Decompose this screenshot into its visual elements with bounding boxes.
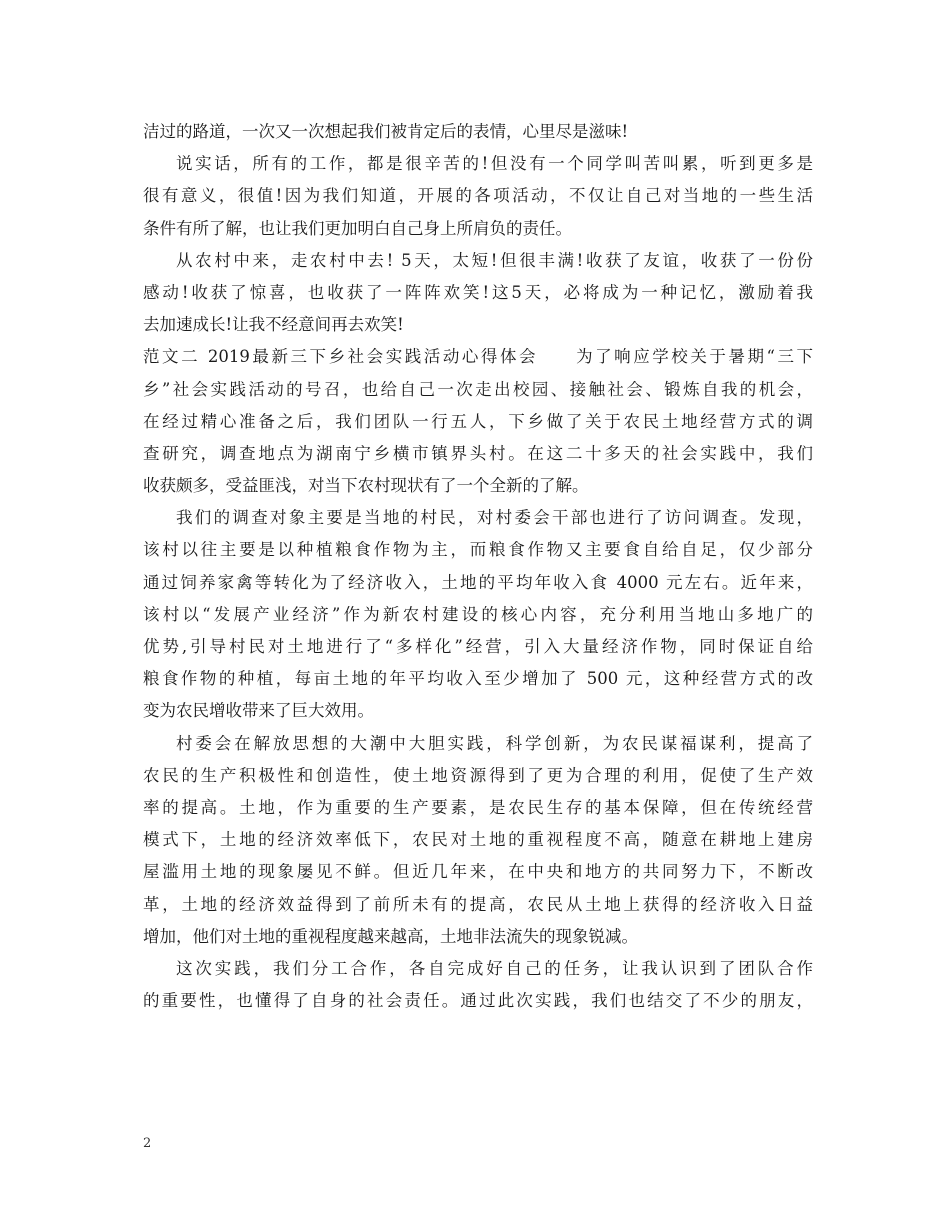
text-line: 洁过的路道，一次又一次想起我们被肯定后的表情，心里尽是滋味!: [143, 122, 629, 141]
text-line: 很有意义，很值!因为我们知道，开展的各项活动，不仅让自己对当地的一些生活: [143, 186, 813, 206]
text-line: 的重要性，也懂得了自身的社会责任。通过此次实践，我们也结交了不少的朋友，: [143, 991, 813, 1011]
text-line: 优势,引导村民对土地进行了“多样化”经营，引入大量经济作物，同时保证自给: [143, 637, 813, 656]
text-line: 条件有所了解，也让我们更加明白自己身上所肩负的责任。: [143, 218, 572, 238]
text-line: 收获颇多，受益匪浅，对当下农村现状有了一个全新的了解。: [143, 476, 589, 496]
text-line: 革，土地的经济效益得到了前所未有的提高，农民从土地上获得的经济收入日益: [143, 894, 813, 914]
body-text: [143, 116, 813, 1017]
text-line: 该村以往主要是以种植粮食作物为主，而粮食作物又主要食自给自足，仅少部分: [143, 540, 813, 560]
text-line: 增加，他们对土地的重视程度越来越高，土地非法流失的现象锐减。: [143, 926, 638, 946]
text-line: 率的提高。土地，作为重要的生产要素，是农民生存的基本保障，但在传统经营: [143, 797, 813, 817]
text-line: 去加速成长!让我不经意间再去欢笑!: [143, 315, 404, 335]
text-line: 乡”社会实践活动的号召，也给自己一次走出校园、接触社会、锻炼自我的机会，: [143, 379, 813, 399]
text-line: 我们的调查对象主要是当地的村民，对村委会干部也进行了访问调查。发现，: [176, 508, 813, 528]
page-number: 2: [143, 1136, 152, 1151]
text-line: 模式下，土地的经济效率低下，农民对土地的重视程度不高，随意在耕地上建房: [143, 830, 813, 850]
text-line: 粮食作物的种植，每亩土地的年平均收入至少增加了 500 元，这种经营方式的改: [143, 669, 813, 689]
text-line: 说实话，所有的工作，都是很辛苦的!但没有一个同学叫苦叫累，听到更多是: [176, 154, 813, 174]
text-line: 范文二 2019最新三下乡社会实践活动心得体会 为了响应学校关于暑期“三下: [143, 347, 813, 367]
text-line: 查研究，调查地点为湖南宁乡横市镇界头村。在这二十多天的社会实践中，我们: [143, 443, 813, 463]
text-line: 在经过精心准备之后，我们团队一行五人，下乡做了关于农民土地经营方式的调: [143, 411, 813, 431]
text-line: 农民的生产积极性和创造性，使土地资源得到了更为合理的利用，促使了生产效: [143, 765, 813, 785]
text-line: 通过饲养家禽等转化为了经济收入，土地的平均年收入食 4000 元左右。近年来，: [143, 572, 813, 592]
text-line: 屋滥用土地的现象屡见不鲜。但近几年来，在中央和地方的共同努力下，不断改: [143, 862, 813, 882]
text-line: 该村以“发展产业经济”作为新农村建设的核心内容，充分利用当地山多地广的: [143, 604, 813, 624]
text-line: 感动!收获了惊喜，也收获了一阵阵欢笑!这5天，必将成为一种记忆，激励着我: [143, 282, 813, 302]
text-line: 村委会在解放思想的大潮中大胆实践，科学创新，为农民谋福谋利，提高了: [176, 733, 813, 753]
text-line: 这次实践，我们分工合作，各自完成好自己的任务，让我认识到了团队合作: [176, 958, 813, 978]
text-line: 变为农民增收带来了巨大效用。: [143, 701, 374, 721]
text-line: 从农村中来，走农村中去! 5天，太短!但很丰满!收获了友谊，收获了一份份: [176, 250, 813, 270]
